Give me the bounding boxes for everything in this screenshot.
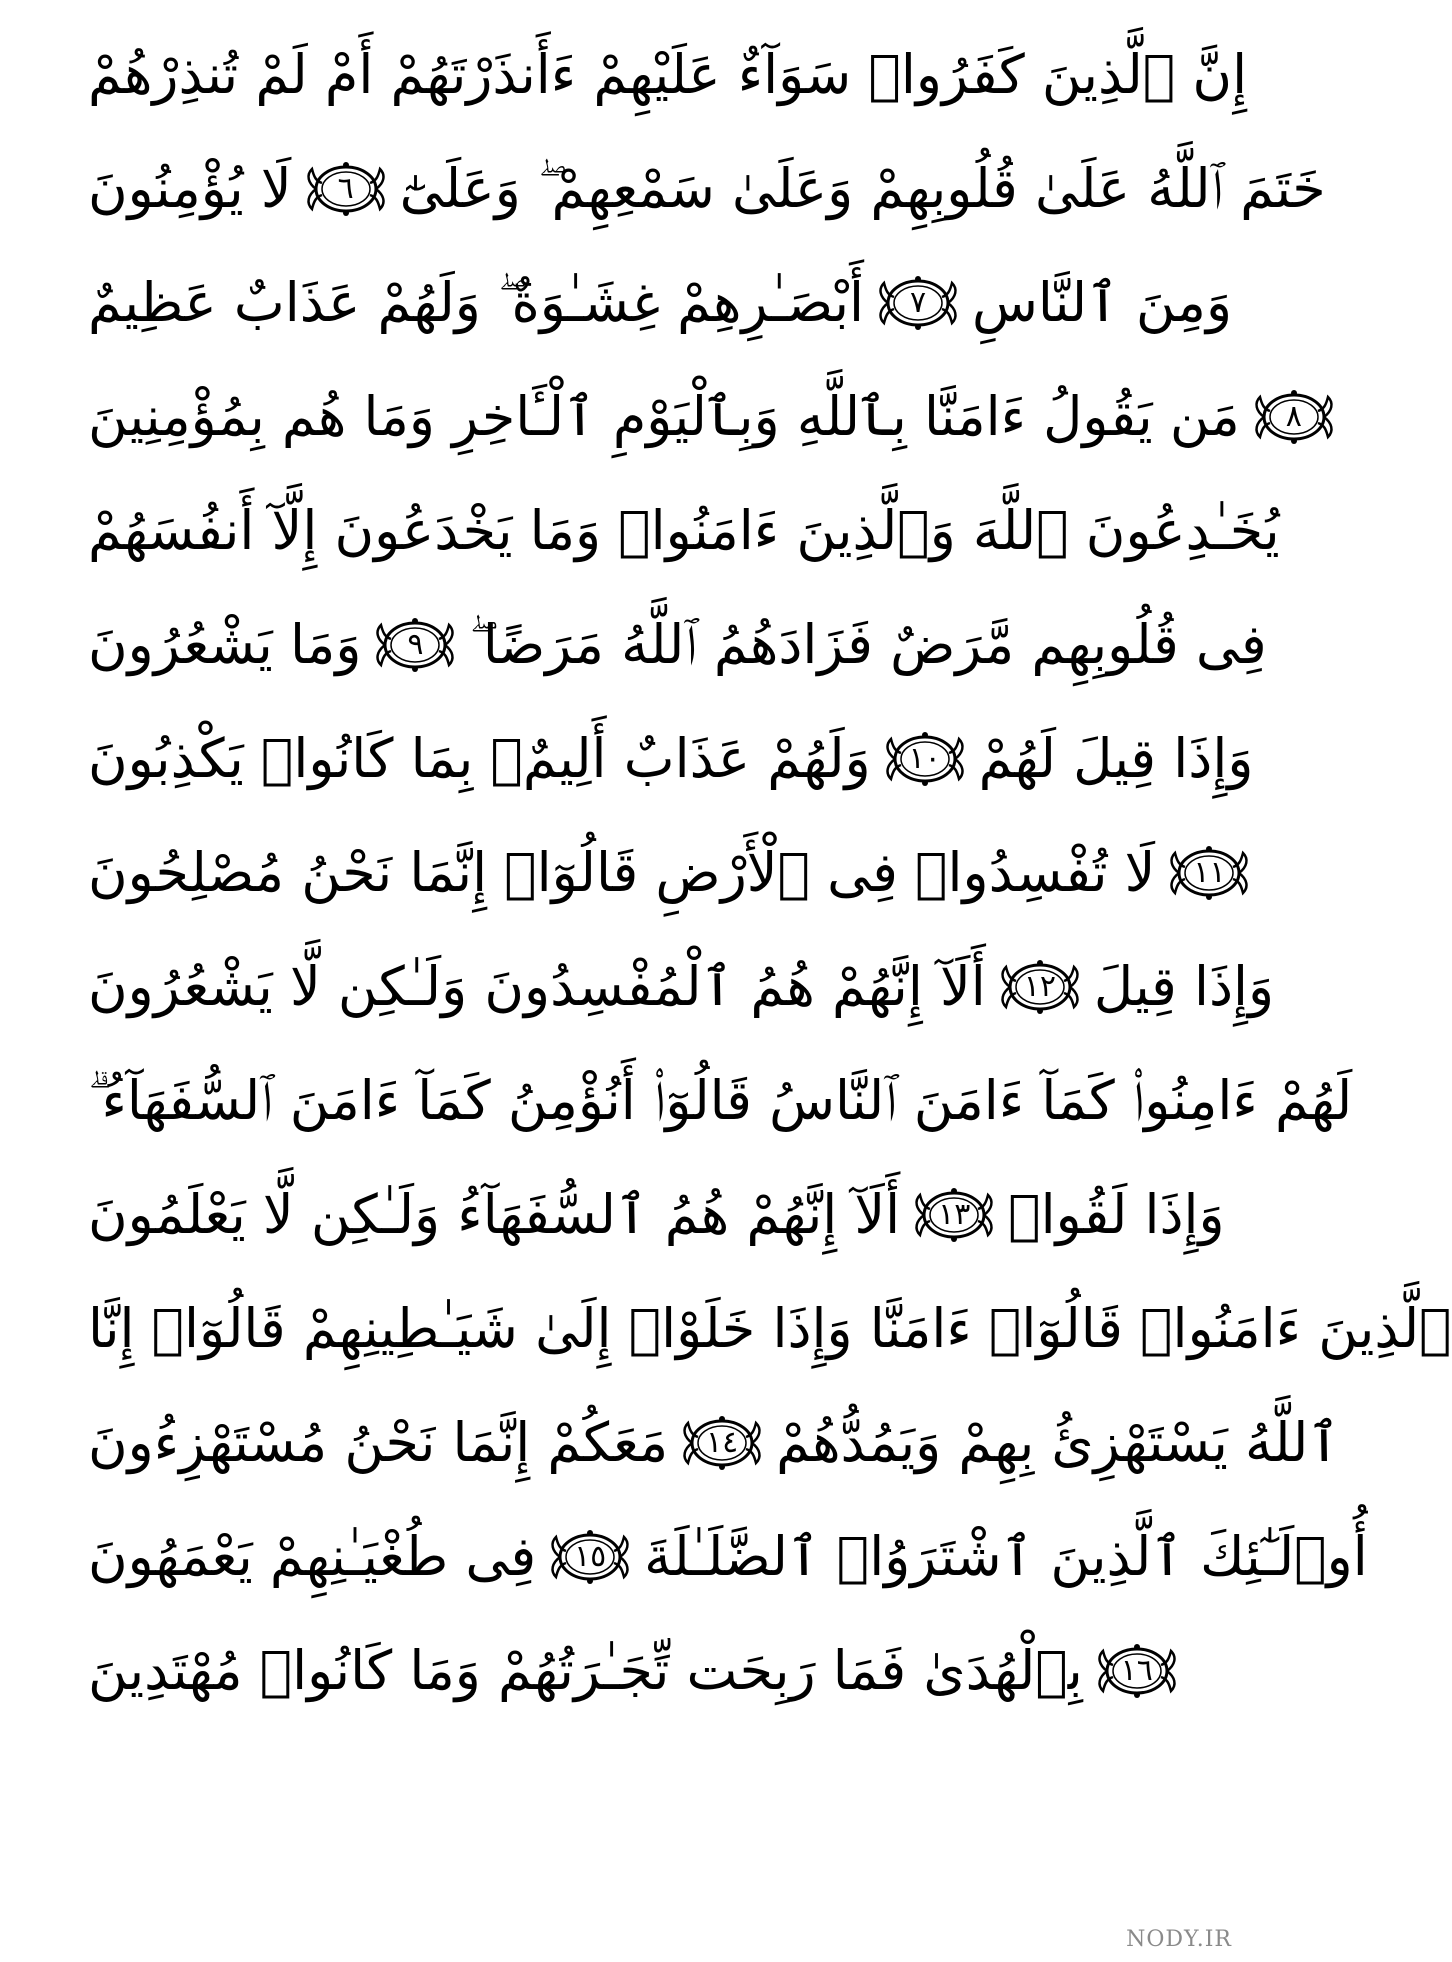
- verse-text: وَإِذَا لَقُوا۟: [1008, 1183, 1225, 1246]
- verse-line: [88, 360, 1302, 474]
- verse-line: [88, 18, 1248, 132]
- ayah-marker: [676, 1411, 768, 1475]
- ayah-number: ١٥: [574, 1539, 607, 1574]
- verse-line: [88, 246, 1233, 360]
- verse-text: مَعَكُمْ إِنَّمَا نَحْنُ مُسْتَهْزِءُونَ: [88, 1411, 669, 1474]
- verse-line: [88, 1386, 1340, 1500]
- verse-text: أَلَآ إِنَّهُمْ هُمُ ٱلسُّفَهَآءُ وَلَـٰكِن لَّا يَعْلَمُونَ: [88, 1183, 901, 1246]
- ayah-number: ١٠: [908, 741, 941, 776]
- ayah-marker: [879, 727, 971, 791]
- verse-text: لَا يُؤْمِنُونَ: [88, 157, 292, 220]
- verse-line: [88, 930, 1275, 1044]
- ayah-number: ١٢: [1023, 969, 1056, 1004]
- verse-text: وَإِذَا قِيلَ لَهُمْ: [978, 727, 1254, 790]
- ayah-marker: [544, 1525, 636, 1589]
- ayah-number: ١١: [1193, 855, 1226, 890]
- verse-text: فِى قُلُوبِهِم مَّرَضٌ فَزَادَهُمُ ٱللَّهُ مَرَضًا ۖ: [469, 613, 1267, 676]
- verse-line: [88, 588, 1267, 702]
- verse-text: يُخَـٰدِعُونَ ٱللَّهَ وَٱلَّذِينَ ءَامَنُوا۟ وَمَا يَخْدَعُونَ إِلَّآ أَنفُسَهُمْ: [88, 499, 1280, 562]
- ayah-marker: [908, 1183, 1000, 1247]
- ayah-number: ٩: [407, 627, 424, 662]
- ayah-number: ٦: [337, 171, 354, 206]
- verse-line: [88, 1044, 1353, 1158]
- ayah-number: ١٦: [1120, 1653, 1153, 1688]
- verse-text: أَبْصَـٰرِهِمْ غِشَـٰوَةٌ ۖ وَلَهُمْ عَذَابٌ عَظِيمٌ: [88, 271, 864, 334]
- verse-text: وَإِذَا قِيلَ: [1093, 955, 1275, 1018]
- verse-line: [88, 132, 1326, 246]
- verse-text: وَلَهُمْ عَذَابٌ أَلِيمٌۢ بِمَا كَانُوا۟ يَكْذِبُونَ: [88, 727, 871, 790]
- verse-line: [88, 1158, 1225, 1272]
- verse-text: وَمَا يَشْعُرُونَ: [88, 613, 362, 676]
- verse-line: [88, 702, 1254, 816]
- ayah-marker: [300, 157, 392, 221]
- ayah-marker: [1163, 841, 1255, 905]
- verse-text: لَا تُفْسِدُوا۟ فِى ٱلْأَرْضِ قَالُوٓا۟ إِنَّمَا نَحْنُ مُصْلِحُونَ: [88, 841, 1156, 904]
- ayah-marker: [369, 613, 461, 677]
- ayah-marker: [872, 271, 964, 335]
- verse-text: ٱللَّهُ يَسْتَهْزِئُ بِهِمْ وَيَمُدُّهُمْ: [776, 1411, 1340, 1474]
- ayah-number: ٧: [909, 285, 927, 320]
- verse-text: بِٱلْهُدَىٰ فَمَا رَبِحَت تِّجَـٰرَتُهُمْ وَمَا كَانُوا۟ مُهْتَدِينَ: [88, 1639, 1083, 1702]
- verse-text: إِنَّ ٱلَّذِينَ كَفَرُوا۟ سَوَآءٌ عَلَيْهِمْ ءَأَنذَرْتَهُمْ أَمْ لَمْ تُنذِرْهُمْ: [88, 43, 1248, 106]
- verse-text: ٱلَّذِينَ ءَامَنُوا۟ قَالُوٓا۟ ءَامَنَّا وَإِذَا خَلَوْا۟ إِلَىٰ شَيَـٰطِينِهِمْ قَالُوٓا۟ إِنَّا: [88, 1297, 1452, 1360]
- site-watermark: NODY.IR: [1126, 1927, 1232, 1952]
- verse-text: وَمِنَ ٱلنَّاسِ: [972, 271, 1233, 334]
- verse-line: [88, 1614, 1162, 1728]
- ayah-marker: [1248, 385, 1340, 449]
- verse-text: لَهُمْ ءَامِنُوا۟ كَمَآ ءَامَنَ ٱلنَّاسُ قَالُوٓا۟ أَنُؤْمِنُ كَمَآ ءَامَنَ ٱلسُّفَهَآءُ ۗ: [88, 1069, 1353, 1132]
- verse-line: [88, 474, 1280, 588]
- ayah-number: ٨: [1285, 399, 1302, 434]
- verse-text: فِى طُغْيَـٰنِهِمْ يَعْمَهُونَ: [88, 1525, 537, 1588]
- ayah-number: ١٣: [938, 1197, 971, 1232]
- verse-text: مَن يَقُولُ ءَامَنَّا بِٱللَّهِ وَبِٱلْيَوْمِ ٱلْـَٔاخِرِ وَمَا هُم بِمُؤْمِنِينَ: [88, 385, 1240, 448]
- verse-lines: [88, 18, 1452, 1728]
- verse-line: [88, 1500, 1368, 1614]
- ayah-marker: [994, 955, 1086, 1019]
- verse-text: أَلَآ إِنَّهُمْ هُمُ ٱلْمُفْسِدُونَ وَلَـٰكِن لَّا يَشْعُرُونَ: [88, 955, 986, 1018]
- ayah-marker: [1091, 1639, 1183, 1703]
- verse-line: [88, 1272, 1452, 1386]
- verse-line: [88, 816, 1226, 930]
- ayah-number: ١٤: [706, 1425, 739, 1460]
- verse-text: أُو۟لَـٰٓئِكَ ٱلَّذِينَ ٱشْتَرَوُا۟ ٱلضَّلَـٰلَةَ: [644, 1525, 1368, 1588]
- verse-text: خَتَمَ ٱللَّهُ عَلَىٰ قُلُوبِهِمْ وَعَلَىٰ سَمْعِهِمْ ۖ وَعَلَىٰٓ: [399, 157, 1326, 220]
